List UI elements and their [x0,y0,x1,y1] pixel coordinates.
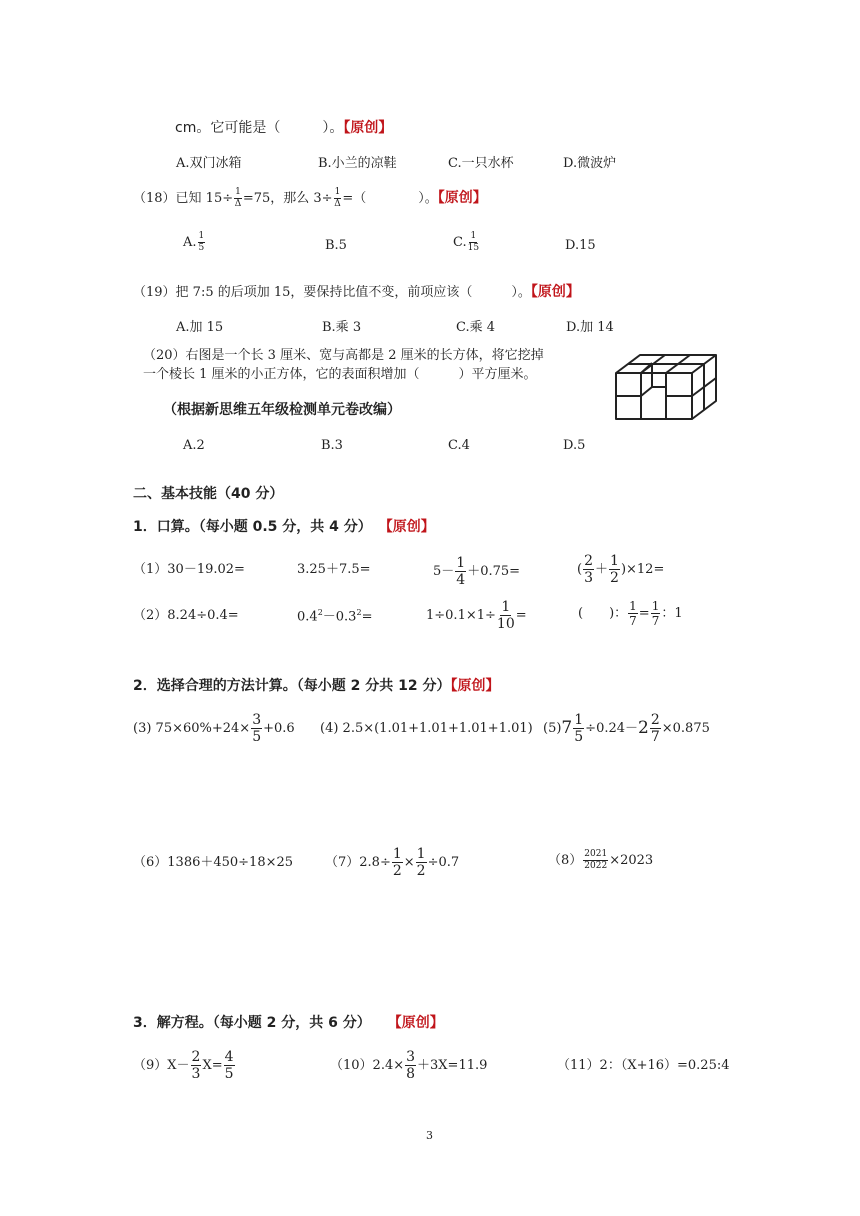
calc-3: (3) 75×60%+24× $\frac{3}{5}$ +0.6 [133,712,295,745]
q20-line2: 一个棱长 1 厘米的小正方体，它的表面积增加（ ）平方厘米。 [143,367,537,382]
calc-7: （7）2.8÷ $\frac{1}{2}$ × $\frac{1}{2}$ ÷0.7 [325,846,460,879]
q18-frac1: $\frac{1}{\Delta}$ [234,187,242,209]
q17-text: cm。它可能是（ ）。 [175,120,344,136]
q17-tag: 【原创】 [343,120,393,136]
calc-4: (4) 2.5×(1.01+1.01+1.01+1.01) [320,721,533,736]
q20-option-c[interactable]: C.4 [448,438,470,453]
s1-tag: 【原创】 [385,519,435,535]
q19-option-a[interactable]: A.加 15 [176,320,224,335]
page-number: 3 [426,1129,433,1142]
oral-1d: ( $\frac{2}{3}$ ＋ $\frac{1}{2}$ )×12= [577,553,665,586]
s3-tag: 【原创】 [394,1015,444,1031]
oral-2b: $0.4^2-0.3^2=$ [297,608,373,625]
q17-option-b[interactable]: B.小兰的凉鞋 [318,156,397,171]
q19-option-d[interactable]: D.加 14 [566,320,614,335]
q18-frac2: $\frac{1}{\Delta}$ [334,187,341,209]
q18-tag: 【原创】 [437,190,487,206]
calc-5: (5)7 $\frac{1}{5}$ ÷0.24－2 $\frac{2}{7}$ ×0.875 [543,712,710,745]
q19-option-c[interactable]: C.乘 4 [456,320,496,335]
q17-option-d[interactable]: D.微波炉 [563,156,617,171]
oral-1b: 3.25＋7.5= [297,562,371,577]
oral-2d: ( )： $\frac{1}{7}$ = $\frac{1}{7}$ ：1 [578,599,683,628]
q20-source: （根据新思维五年级检测单元卷改编） [163,402,401,418]
s2-tag: 【原创】 [450,678,500,694]
calc-6: （6）1386＋450÷18×25 [133,855,294,870]
q18-stem: （18）已知 15÷ $\frac{1}{\Delta}$ =75，那么 3÷ $\frac{1}{\Delta}$ =（ ）。【原创】 [133,187,487,209]
oral-2a: （2）8.24÷0.4= [133,608,239,623]
s1-header: 1．口算。（每小题 0.5 分，共 4 分） 【原创】 [133,519,435,535]
equation-10: （10）2.4× $\frac{3}{8}$ ＋3X=11.9 [330,1049,488,1082]
q18-option-a[interactable]: A. $\frac{1}{5}$ [183,231,205,253]
q18-option-d[interactable]: D.15 [565,238,596,253]
q19-option-b[interactable]: B.乘 3 [322,320,362,335]
q18-option-b[interactable]: B.5 [325,238,347,253]
q19-stem: （19）把 7:5 的后项加 15，要保持比值不变，前项应该（ ）。【原创】 [133,284,580,300]
oral-2c: 1÷0.1×1÷ $\frac{1}{10}$ = [426,599,527,632]
q18-option-c[interactable]: C. $\frac{1}{15}$ [453,231,480,253]
q19-tag: 【原创】 [530,284,580,300]
cuboid-figure [610,345,722,423]
oral-1c: 5－ $\frac{1}{4}$ ＋0.75= [433,555,521,588]
q17-option-a[interactable]: A.双门冰箱 [176,156,242,171]
calc-8: （8） $\frac{2021}{2022}$ ×2023 [548,849,654,871]
q17-option-c[interactable]: C.一只水杯 [448,156,514,171]
q20-option-b[interactable]: B.3 [321,438,343,453]
section2-title: 二、基本技能（40 分） [133,486,284,502]
s3-header: 3．解方程。（每小题 2 分，共 6 分） 【原创】 [133,1015,444,1031]
q20-option-a[interactable]: A.2 [183,438,205,453]
q20-line1: （20）右图是一个长 3 厘米、宽与高都是 2 厘米的长方体，将它挖掉 [143,348,544,363]
s2-header: 2．选择合理的方法计算。（每小题 2 分共 12 分）【原创】 [133,678,500,694]
q17-stem [175,121,392,135]
equation-9: （9）X－ $\frac{2}{3}$ X= $\frac{4}{5}$ [133,1049,234,1082]
equation-11: （11）2：（X+16）=0.25:4 [557,1058,730,1073]
oral-1a: （1）30－19.02= [133,562,245,577]
q20-option-d[interactable]: D.5 [563,438,586,453]
